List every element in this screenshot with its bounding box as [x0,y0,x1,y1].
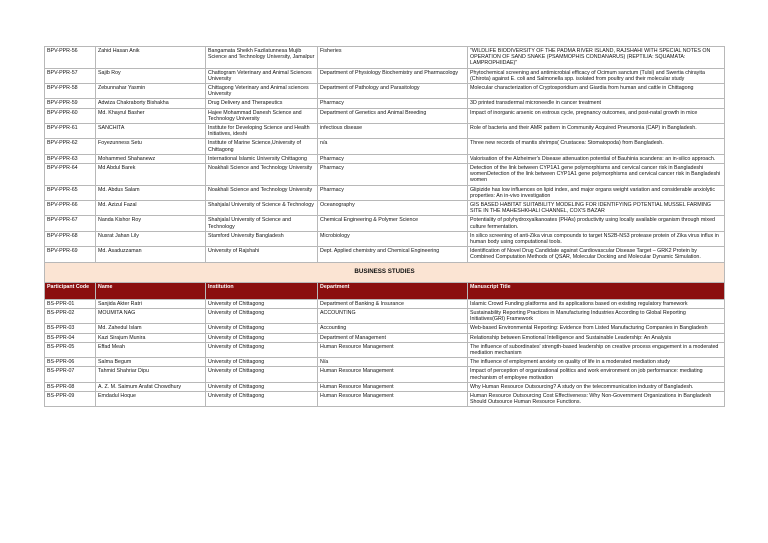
table-row [45,308,725,323]
institution-cell: University of Chittagong [206,391,318,406]
participant-name-cell: Adwiza Chakraborty Bishakha [96,99,206,108]
participant-code-cell: BS-PPR-08 [45,382,96,391]
business-rows [45,299,725,407]
department-cell: Department of Genetics and Animal Breeding [318,108,468,123]
table-row [45,216,725,231]
manuscript-title-cell: Identification of Novel Drug Candidate against Cardiovascular Disease Target – GRK2 Protein by Combined Computation Methods of QSAR, Molecular Docking and Molecular Dynamic Simulation. [468,247,725,262]
institution-cell: University of Chittagong [206,342,318,357]
participant-code-cell: BS-PPR-02 [45,308,96,323]
participant-name-cell: Mohammed Shahanewz [96,154,206,163]
department-cell: infectious disease [318,124,468,139]
participant-name-cell: Nanda Kishor Roy [96,216,206,231]
manuscript-title-cell: Three new records of mantis shrimps( Crustacea: Stomatopoda) from Bangladesh. [468,139,725,154]
table-row [45,124,725,139]
manuscript-title-cell: Detection of the link between CYP1A1 gene polymorphisms and cervical cancer risk in Bangladeshi womenDetection of the link between CYP1A1 gene polymorphisms and cervical cancer risk in Bangladeshi women [468,164,725,186]
institution-cell: Bangamata Sheikh Fazilatunnesa Mujib Science and Technology University, Jamalpur [206,47,318,69]
institution-cell: Shahjalal University of Science & Technology [206,201,318,216]
participant-name-cell: Effad Meah [96,342,206,357]
manuscript-title-cell: 3D printed transdermal microneedle in cancer treatment [468,99,725,108]
participant-code-cell: BS-PPR-09 [45,391,96,406]
section-title: BUSINESS STUDIES [45,262,725,282]
participant-name-cell: MOUMITA NAG [96,308,206,323]
institution-cell: Drug Delivery and Therapeutics [206,99,318,108]
participant-code-cell: BS-PPR-06 [45,358,96,367]
table-row [45,367,725,382]
header-institution: Institution [206,282,318,299]
participant-code-cell: BPV-PPR-64 [45,164,96,186]
department-cell: Human Resource Management [318,391,468,406]
participant-code-cell: BS-PPR-07 [45,367,96,382]
manuscript-title-cell: Relationship between Emotional Intelligence and Sustainable Leadership: An Analysis [468,333,725,342]
table-row [45,201,725,216]
participant-name-cell: Md. Zahedul Islam [96,324,206,333]
department-cell: Human Resource Management [318,367,468,382]
institution-cell: University of Chittagong [206,382,318,391]
department-cell: Chemical Engineering & Polymer Science [318,216,468,231]
participant-code-cell: BPV-PPR-66 [45,201,96,216]
table-row [45,47,725,69]
table-row [45,108,725,123]
table-row [45,231,725,246]
participant-name-cell: Emdadul Hoque [96,391,206,406]
institution-cell: Chattogram Veterinary and Animal Sciences University [206,68,318,83]
participant-name-cell: A. Z. M. Saimum Arafat Chowdhury [96,382,206,391]
institution-cell: Institute for Developing Science and Health Initiatives, ideshi [206,124,318,139]
table-row [45,154,725,163]
table-row [45,299,725,308]
participant-code-cell: BPV-PPR-61 [45,124,96,139]
table-row [45,391,725,406]
manuscript-title-cell: "WILDLIFE BIODIVERSITY OF THE PADMA RIVER ISLAND, RAJSHAHI WITH SPECIAL NOTES ON OPERATION OF SAND SNAKE (PSAMMOPHIS CONDANARUS) (REPTILIA: SQUAMATA: LAMPROPHIIDAE)" [468,47,725,69]
participant-name-cell: Zahid Hasan Anik [96,47,206,69]
participant-name-cell: Sanjida Akter Ratri [96,299,206,308]
manuscript-title-cell: Islamic Crowd Funding platforms and its applications based on existing regulatory framework [468,299,725,308]
table-row [45,139,725,154]
manuscript-title-cell: Role of bacteria and their AMR pattern in Community Acquired Pneumonia (CAP) in Bangladesh. [468,124,725,139]
table-header-row [45,282,725,299]
department-cell: Department of Banking & Insurance [318,299,468,308]
table-row [45,164,725,186]
department-cell: Dept. Applied chemistry and Chemical Engineering [318,247,468,262]
department-cell: Human Resource Management [318,382,468,391]
table-row [45,247,725,262]
institution-cell: Shahjalal University of Science and Technology [206,216,318,231]
participant-name-cell: Zebunnahar Yasmin [96,84,206,99]
participant-code-cell: BPV-PPR-68 [45,231,96,246]
department-cell: N/a [318,358,468,367]
manuscript-title-cell: Potentiality of polyhydroxyalkanoates (PHAs) productivity using locally available organism through mixed culture fermentation. [468,216,725,231]
manuscript-title-cell: Valorisation of the Alzheimer's Disease attenuation potential of Bauhinia scandens: an in-silico approach. [468,154,725,163]
table-row [45,324,725,333]
institution-cell: University of Rajshahi [206,247,318,262]
participant-code-cell: BPV-PPR-57 [45,68,96,83]
institution-cell: University of Chittagong [206,367,318,382]
participant-name-cell: Sajib Roy [96,68,206,83]
manuscript-title-cell: Molecular characterization of Cryptosporidium and Giardia from human and cattle in Chittagong [468,84,725,99]
department-cell: Human Resource Management [318,342,468,357]
department-cell: Microbiology [318,231,468,246]
department-cell: Oceanography [318,201,468,216]
institution-cell: Hajee Mohammad Danesh Science and Technology University [206,108,318,123]
participant-name-cell: SANCHITA [96,124,206,139]
institution-cell: University of Chittagong [206,324,318,333]
manuscript-title-cell: In silico screening of anti-Zika virus compounds to target NS2B-NS3 protease protein of Zika virus influx in human body using computational tools. [468,231,725,246]
participant-name-cell: Kazi Sirajum Munira [96,333,206,342]
participant-code-cell: BPV-PPR-69 [45,247,96,262]
manuscript-title-cell: Impact of inorganic arsenic on estrous cycle, pregnancy outcomes, and post-natal growth in mice [468,108,725,123]
institution-cell: University of Chittagong [206,299,318,308]
manuscript-title-cell: The influence of subordinates' strength-based leadership on creative process engagement in a moderated mediation mechanism [468,342,725,357]
participant-name-cell: Md. Azizul Fazal [96,201,206,216]
department-cell: Department of Physiology Biochemistry and Pharmacology [318,68,468,83]
institution-cell: International Islamic University Chittagong [206,154,318,163]
department-cell: n/a [318,139,468,154]
institution-cell: University of Chittagong [206,358,318,367]
participant-name-cell: Tahmid Shahriar Dipu [96,367,206,382]
manuscript-title-cell: Human Resource Outsourcing Cost Effectiveness: Why Non-Government Organizations in Bangladesh Should Outsource Human Resource Functions. [468,391,725,406]
table-row [45,185,725,200]
participant-code-cell: BS-PPR-05 [45,342,96,357]
institution-cell: University of Chittagong [206,333,318,342]
department-cell: Department of Management [318,333,468,342]
participant-code-cell: BS-PPR-03 [45,324,96,333]
department-cell: Pharmacy [318,185,468,200]
department-cell: ACCOUNTING [318,308,468,323]
participant-code-cell: BPV-PPR-56 [45,47,96,69]
manuscript-title-cell: Web-based Environmental Reporting: Evidence from Listed Manufacturing Companies in Bangladesh [468,324,725,333]
participant-code-cell: BPV-PPR-63 [45,154,96,163]
participant-code-cell: BS-PPR-01 [45,299,96,308]
participant-name-cell: Md. Asaduzzaman [96,247,206,262]
manuscript-title-cell: The influence of employment anxiety on quality of life in a moderated mediation study [468,358,725,367]
participant-code-cell: BS-PPR-04 [45,333,96,342]
participant-name-cell: Salma Begum [96,358,206,367]
table-row [45,358,725,367]
department-cell: Department of Pathology and Parasitology [318,84,468,99]
institution-cell: Noakhali Science and Technology University [206,164,318,186]
participants-table [44,46,725,407]
department-cell: Fisheries [318,47,468,69]
manuscript-title-cell: GIS BASED HABITAT SUITABILITY MODELING FOR IDENTIFYING POTENTIAL MUSSEL FARMING SITE IN THE MAHESHKHALI CHANNEL, COX'S BAZAR [468,201,725,216]
manuscript-title-cell: Glipizide has low influences on lipid index, and major organs weight variation and considerable anxiolytic properties: An in-vivo investigation [468,185,725,200]
bio-participants-section [45,47,725,263]
manuscript-title-cell: Why Human Resource Outsourcing? A study on the telecommunication industry of Bangladesh. [468,382,725,391]
participant-name-cell: Nusrat Jahan Lily [96,231,206,246]
participant-code-cell: BPV-PPR-65 [45,185,96,200]
institution-cell: Institute of Marine Science,University of Chittagong [206,139,318,154]
table-row [45,333,725,342]
participant-code-cell: BPV-PPR-60 [45,108,96,123]
institution-cell: Chittagong Veterinary and Animal sciences University [206,84,318,99]
participant-name-cell: Md Abdul Barek [96,164,206,186]
header-code: Participant Code [45,282,96,299]
participant-name-cell: Foyezunness Setu [96,139,206,154]
manuscript-title-cell: Sustainability Reporting Practices in Manufacturing Industries According to Global Reporting Initiatives(GRI) Framework [468,308,725,323]
header-title: Manuscript Title [468,282,725,299]
participant-name-cell: Md. Khayrul Basher [96,108,206,123]
business-section [45,262,725,299]
manuscript-title-cell: Phytochemical screening and antimicrobial efficacy of Ocimum sanctum (Tulsi) and Swertia chirayita (Chirota) against E. coli and Salmonella spp. isolated from poultry and their molecular study [468,68,725,83]
table-row [45,99,725,108]
institution-cell: Noakhali Science and Technology University [206,185,318,200]
table-row [45,68,725,83]
participant-name-cell: Md. Abdus Salam [96,185,206,200]
department-cell: Pharmacy [318,154,468,163]
institution-cell: Stamford University Bangladesh [206,231,318,246]
institution-cell: University of Chittagong [206,308,318,323]
manuscript-title-cell: Impact of perception of organizational politics and work environment on job performance: mediating mechanism of employee motivation [468,367,725,382]
participant-code-cell: BPV-PPR-67 [45,216,96,231]
department-cell: Pharmacy [318,164,468,186]
table-row [45,342,725,357]
participant-code-cell: BPV-PPR-59 [45,99,96,108]
department-cell: Pharmacy [318,99,468,108]
table-row [45,382,725,391]
participant-code-cell: BPV-PPR-58 [45,84,96,99]
header-department: Department [318,282,468,299]
participant-code-cell: BPV-PPR-62 [45,139,96,154]
department-cell: Accounting [318,324,468,333]
header-name: Name [96,282,206,299]
table-row [45,84,725,99]
